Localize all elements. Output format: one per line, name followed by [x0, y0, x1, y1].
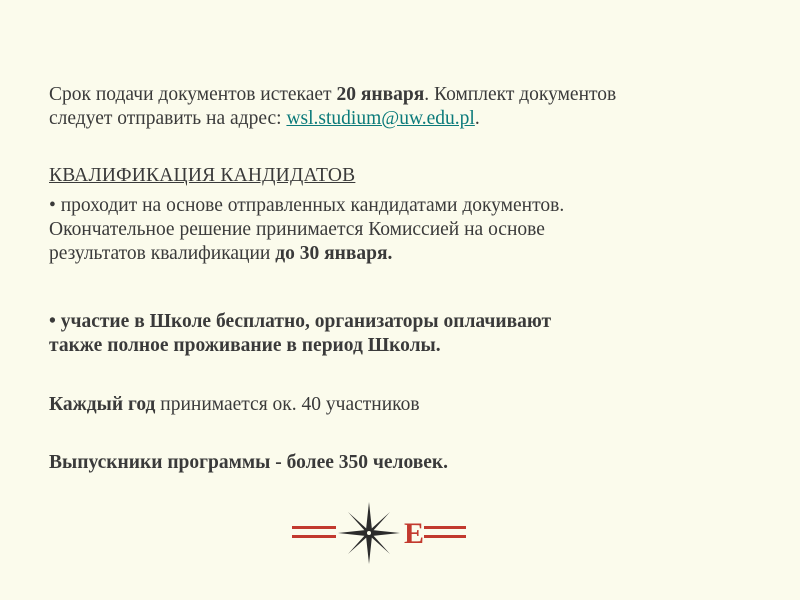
- colon: :: [276, 108, 287, 129]
- qualification-paragraph: [49, 194, 769, 266]
- qualification-line-1: • проходит на основе отправленных кандидатами документов.: [49, 195, 565, 216]
- logo-bar-left-1: [292, 526, 336, 529]
- deadline-line-2: [49, 107, 769, 131]
- qualification-date: до 30 января.: [275, 243, 393, 264]
- yearly-text: принимается ок. 40 участников: [155, 394, 420, 415]
- free-participation-paragraph: [49, 310, 769, 358]
- graduates-paragraph: Выпускники программы - более 350 человек.: [49, 452, 449, 473]
- deadline-paragraph: [49, 83, 769, 131]
- qualification-heading: КВАЛИФИКАЦИЯ КАНДИДАТОВ: [49, 165, 356, 186]
- deadline-text-2: . Комплект документов: [424, 84, 617, 105]
- yearly-label: Каждый год: [49, 394, 156, 415]
- compass-star-icon: [336, 500, 402, 566]
- free-line-2: также полное проживание в период Школы.: [49, 335, 441, 356]
- deadline-date: 20 января: [336, 84, 425, 105]
- logo-letter: E: [404, 517, 425, 550]
- qualification-line-3: [49, 242, 769, 266]
- qualification-text: результатов квалификации: [49, 243, 276, 264]
- period: .: [474, 108, 480, 129]
- yearly-paragraph: [49, 393, 769, 417]
- address-label: следует отправить на адрес: [49, 108, 277, 129]
- qualification-line-2: Окончательное решение принимается Комиссией на основе: [49, 219, 545, 240]
- deadline-text: Срок подачи документов истекает: [49, 84, 337, 105]
- free-line-1: • участие в Школе бесплатно, организаторы оплачивают: [49, 311, 552, 332]
- logo-bar-left-2: [292, 535, 336, 538]
- deadline-line-1: [49, 83, 769, 107]
- logo-bar-right-1: [424, 526, 466, 529]
- logo-bar-right-2: [424, 535, 466, 538]
- email-link[interactable]: wsl.studium@uw.edu.pl: [286, 108, 475, 129]
